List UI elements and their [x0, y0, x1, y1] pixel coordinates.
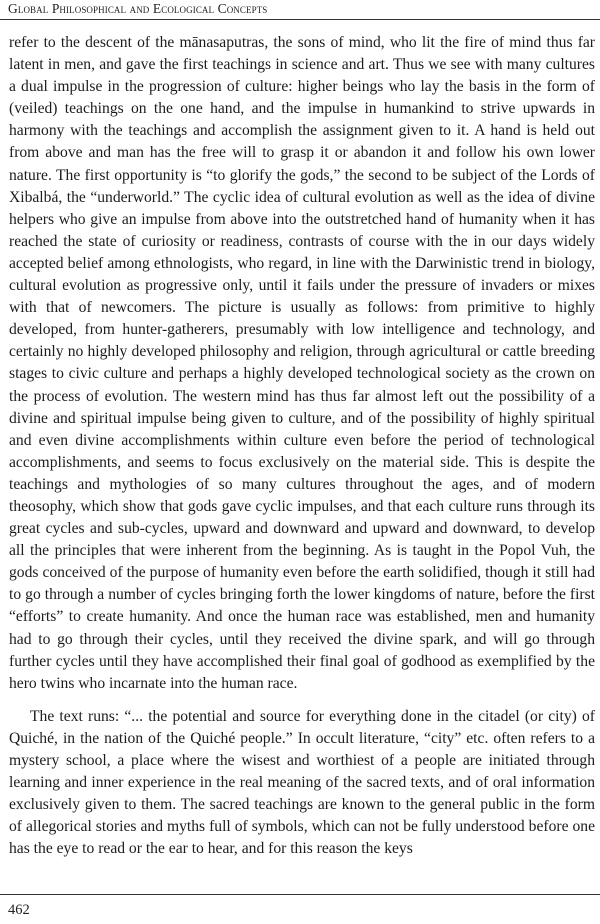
running-header: Global Philosophical and Ecological Concepts	[8, 1, 268, 16]
page-number: 462	[8, 902, 30, 918]
paragraph: The text runs: “... the potential and source for everything done in the citadel (or city) of Quiché, in the nation of the Quiché people.” In occult literature, “city” etc. often refers to a mystery school, a place where the wisest and worthiest of a people are initiated through learning and inner experience in the real meaning of the sacred texts, and of oral information exclusively given to them. The sacred teachings are known to the general public in the form of allegorical stories and myths full of symbols, which can not be fully understood before one has the eye to read or the ear to hear, and for this reason the keys	[9, 707, 595, 858]
body-text	[9, 32, 595, 860]
footer-rule	[0, 894, 600, 895]
header-rule	[0, 19, 600, 20]
paragraph-continued: refer to the descent of the mānasaputras, the sons of mind, who lit the fire of mind thus far latent in men, and gave the first teachings in science and art. Thus we see with many cultures a dual impulse in the progression of culture: higher beings who lay the basis in the form of (veiled) teachings on the one hand, and the impulse in humankind to strive upwards in harmony with the teachings and accomplish the assignment given to it. A hand is held out from above and man has the free will to grasp it or abandon it and follow his own lower nature. The first opportunity is “to glorify the gods,” the second to be subject of the Lords of Xibalbá, the “underworld.” The cyclic idea of cultural evolution as well as the idea of divine helpers who give an impulse from above into the outstretched hand of humanity when it has reached the state of curiosity or readiness, contrasts of course with the in our days widely accepted belief among ethnologists, who regard, in line with the Darwinistic trend in biology, cultural evolution as progressive only, until it fails under the pressure of invaders or mixes with that of newcomers. The picture is usually as follows: from primitive to highly developed, from hunter-gatherers, presumably with low intelligence and technology, and certainly no highly developed philosophy and religion, through agricultural or cattle breeding stages to civic culture and perhaps a highly developed technological society as the crown on the process of evolution. The western mind has thus far almost left out the possibility of a divine and spiritual impulse being given to culture, and of the possibility of highly spiritual and even divine accomplishments within culture even before the period of technological accomplishments, and seems to focus exclusively on the material side. This is despite the teachings and mythologies of so many cultures throughout the ages, and of modern theosophy, which show that gods gave cyclic impulses, and that each culture runs through its great cycles and sub-cycles, upward and downward and upward and downward, to develop all the principles that were inherent from the beginning. As is taught in the Popol Vuh, the gods conceived of the purpose of humanity even before the earth solidified, though it still had to go through a number of cycles bringing forth the lower kingdoms of nature, before the first “efforts” to create humanity. And once the human race was established, men and humanity had to go through their cycles, until they received the divine spark, and will go through further cycles until they have accomplished their final goal of godhood as exemplified by the hero twins who incarnate into the human race.	[9, 34, 595, 692]
